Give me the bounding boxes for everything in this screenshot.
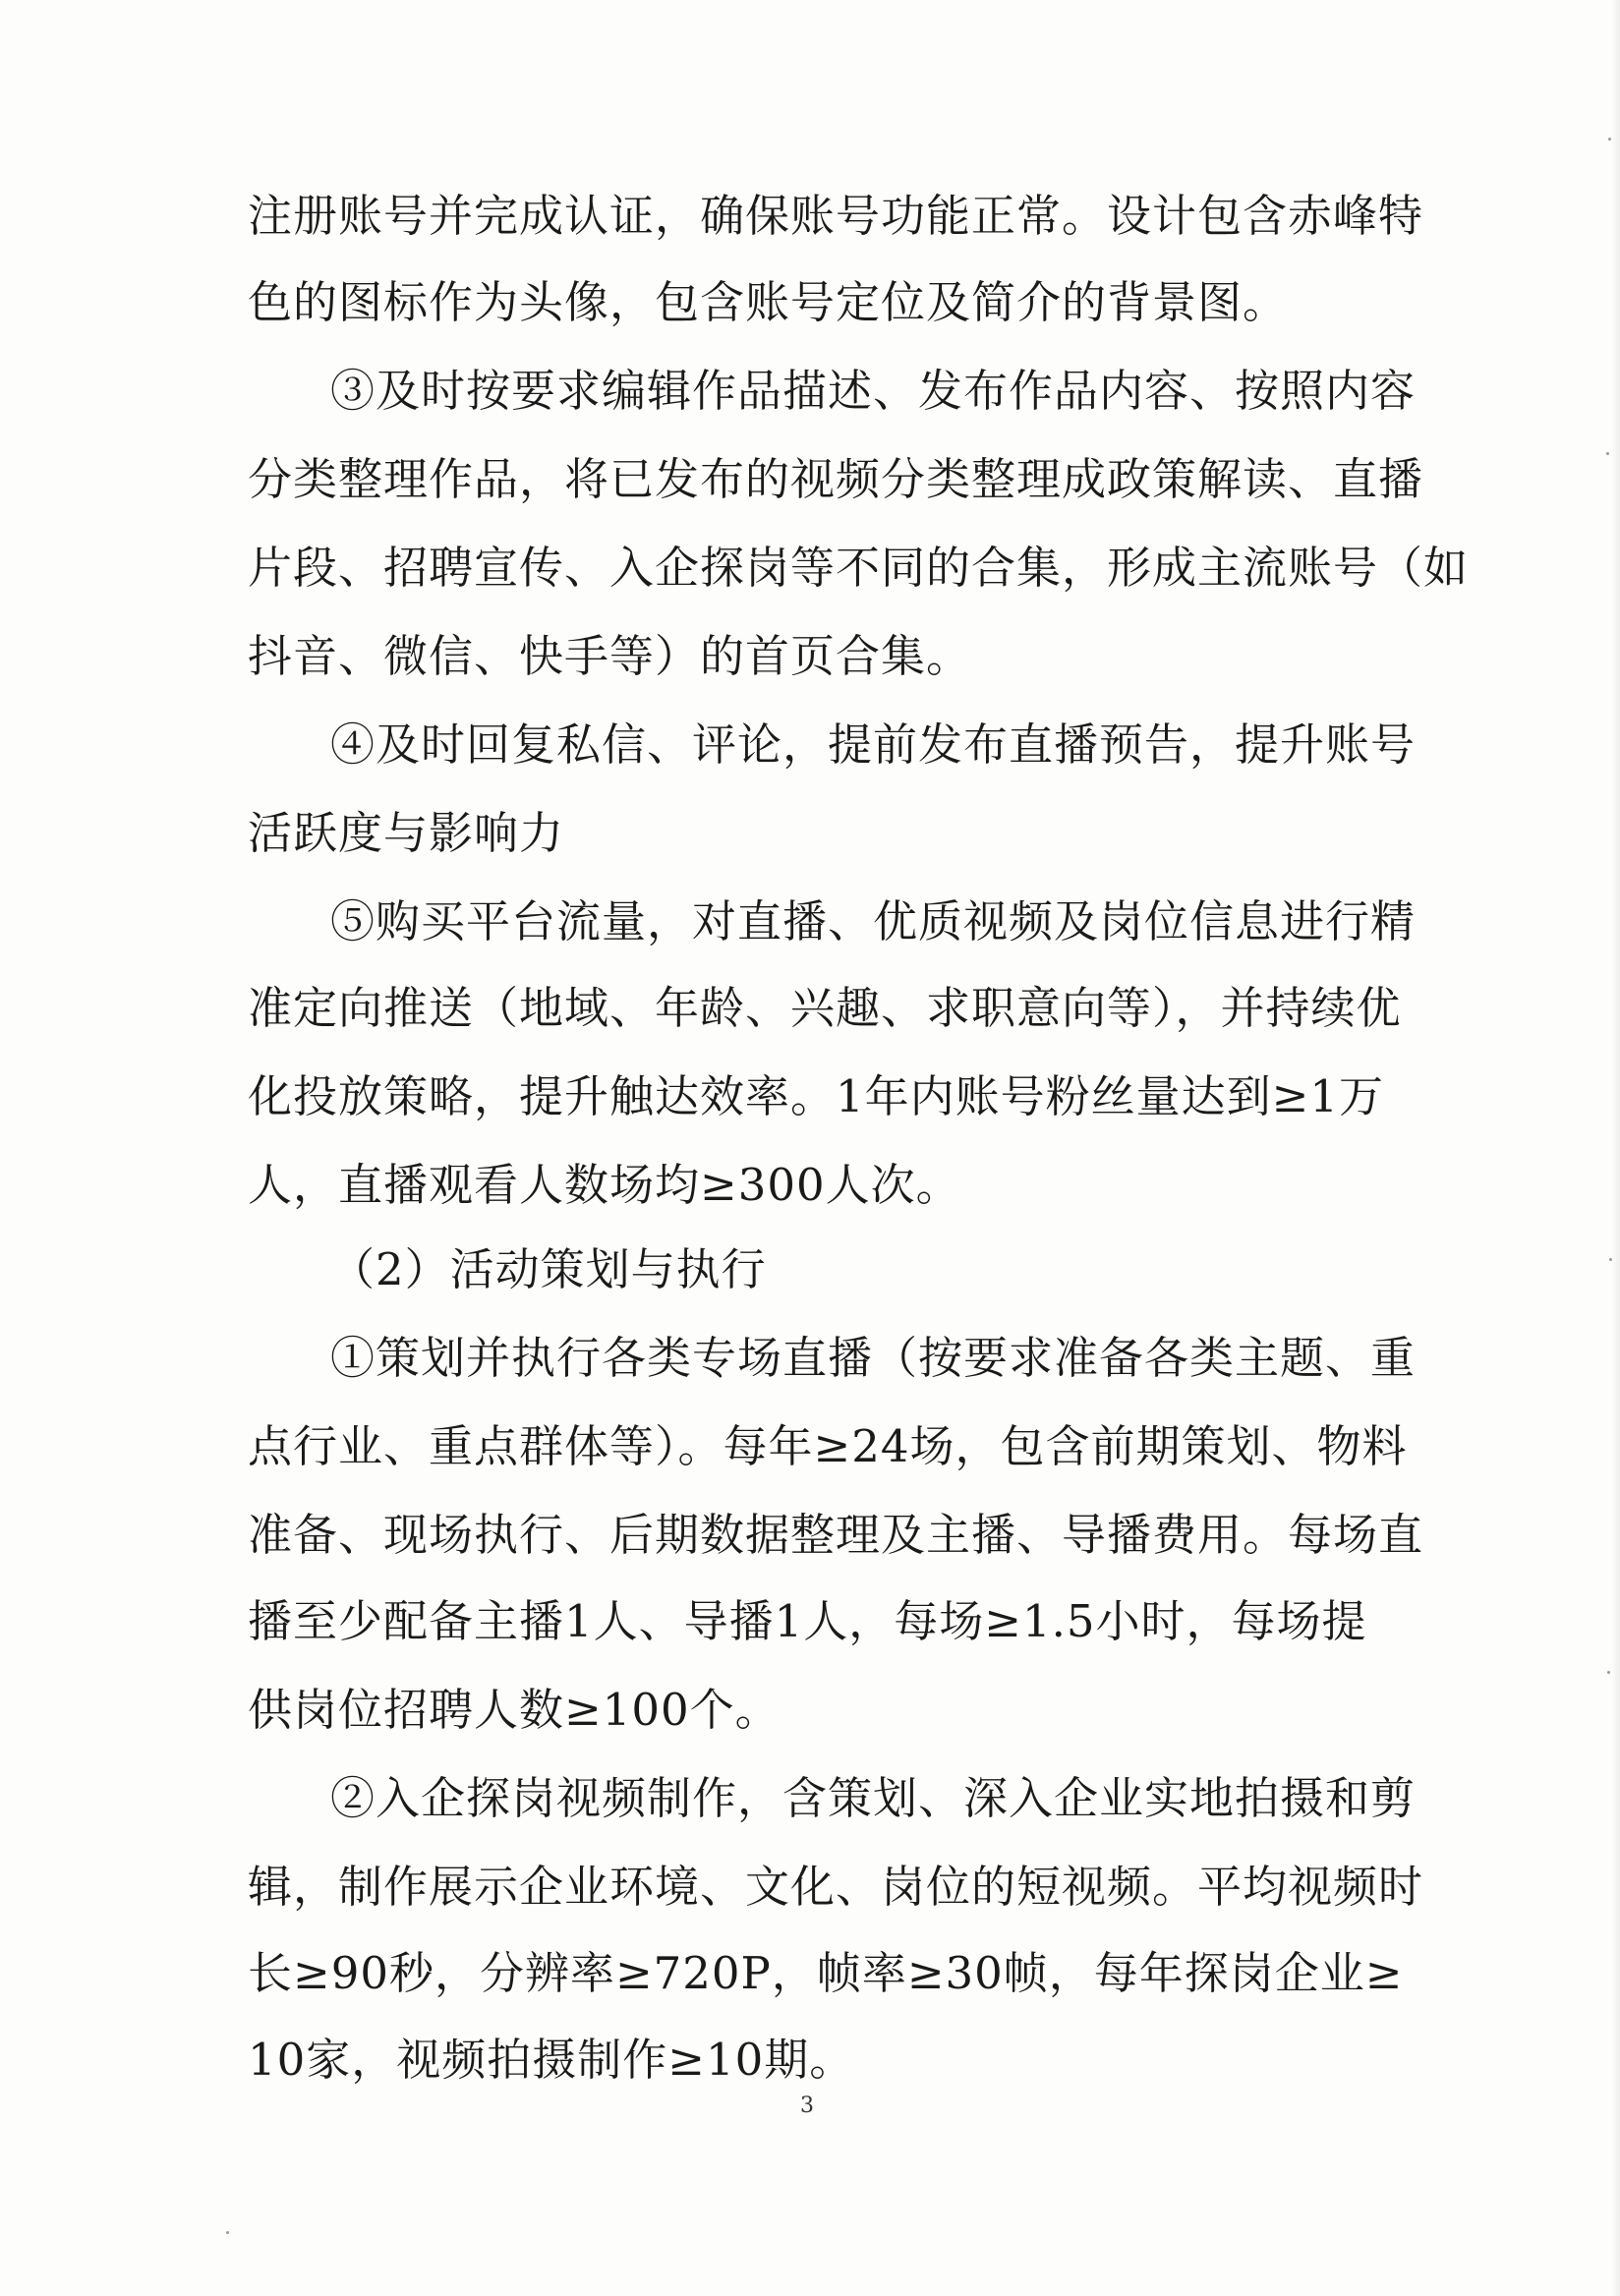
text-line: 人，直播观看人数场均≥300人次。 [248, 1159, 961, 1211]
section-heading: （2）活动策划与执行 [330, 1243, 767, 1295]
scan-speck [1608, 138, 1611, 141]
page-number: 3 [800, 2094, 814, 2118]
text-line: ④及时回复私信、评论，提前发布直播预告，提升账号 [330, 718, 1417, 771]
text-line: 准定向推送（地域、年龄、兴趣、求职意向等），并持续优 [248, 982, 1402, 1034]
text-line: 色的图标作为头像，包含账号定位及简介的背景图。 [248, 276, 1289, 328]
text-line: ③及时按要求编辑作品描述、发布作品内容、按照内容 [330, 365, 1417, 417]
text-line: ①策划并执行各类专场直播（按要求准备各类主题、重 [330, 1332, 1417, 1384]
text-line: 辑，制作展示企业环境、文化、岗位的短视频。平均视频时 [248, 1861, 1424, 1913]
text-line: 注册账号并完成认证，确保账号功能正常。设计包含赤峰特 [248, 190, 1424, 242]
scan-speck [1606, 452, 1609, 455]
text-line: 片段、招聘宣传、入企探岗等不同的合集，形成主流账号（如 [248, 542, 1470, 594]
text-line: 10家，视频拍摄制作≥10期。 [248, 2034, 855, 2086]
scan-speck [1609, 1258, 1612, 1261]
text-line: 化投放策略，提升触达效率。1年内账号粉丝量达到≥1万 [248, 1070, 1384, 1122]
text-line: ⑤购买平台流量，对直播、优质视频及岗位信息进行精 [330, 895, 1417, 947]
text-line: 供岗位招聘人数≥100个。 [248, 1684, 781, 1736]
scan-edge [1612, 0, 1620, 2296]
text-line: 点行业、重点群体等）。每年≥24场，包含前期策划、物料 [248, 1420, 1408, 1472]
text-line: 分类整理作品，将已发布的视频分类整理成政策解读、直播 [248, 453, 1424, 505]
text-line: ②入企探岗视频制作，含策划、深入企业实地拍摄和剪 [330, 1772, 1417, 1824]
text-line: 活跃度与影响力 [248, 807, 565, 859]
text-line: 播至少配备主播1人、导播1人，每场≥1.5小时，每场提 [248, 1595, 1367, 1647]
scan-speck [1607, 1671, 1610, 1674]
text-line: 长≥90秒，分辨率≥720P，帧率≥30帧，每年探岗企业≥ [248, 1947, 1404, 1999]
scan-speck [226, 2231, 229, 2234]
text-line: 抖音、微信、快手等）的首页合集。 [248, 630, 972, 682]
text-line: 准备、现场执行、后期数据整理及主播、导播费用。每场直 [248, 1509, 1424, 1561]
